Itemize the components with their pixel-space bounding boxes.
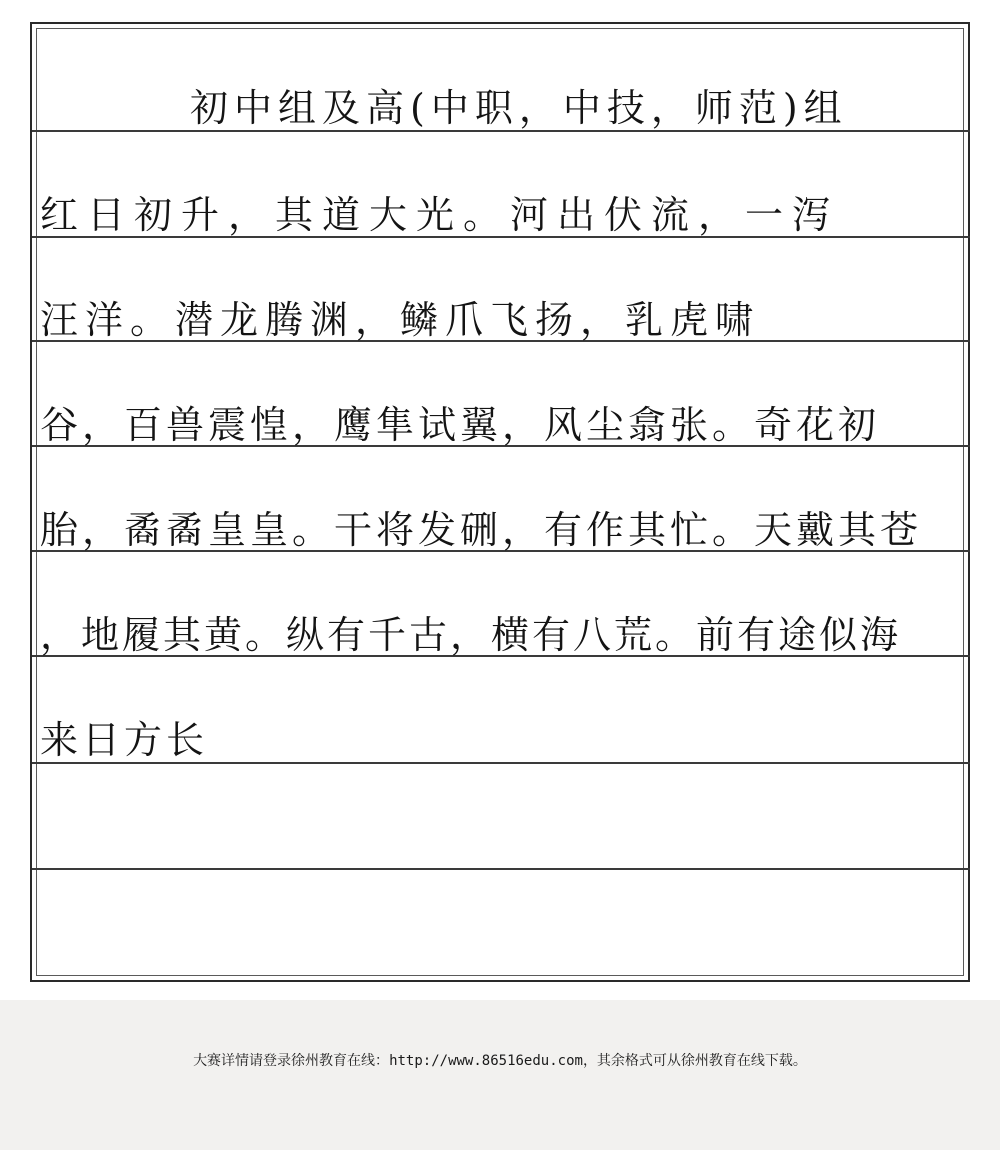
essay-line-4: 胎，矞矞皇皇。干将发硎，有作其忙。天戴其苍: [40, 508, 923, 552]
footer-prefix: 大赛详情请登录徐州教育在线：: [193, 1053, 390, 1069]
essay-line-3: 谷，百兽震惶，鹰隼试翼，风尘翕张。奇花初: [40, 403, 881, 447]
essay-line-2: 汪洋。潜龙腾渊，鳞爪飞扬，乳虎啸: [40, 298, 761, 342]
essay-line-6: 来日方长: [40, 718, 209, 762]
footer-url-link[interactable]: http://www.86516edu.com: [389, 1053, 583, 1069]
essay-line-1: 红日初升，其道大光。河出伏流，一泻: [40, 193, 840, 237]
footer-suffix: ，其余格式可从徐州教育在线下载。: [582, 1053, 807, 1069]
essay-line-5: ，地履其黄。纵有千古，横有八荒。前有途似海: [40, 613, 902, 657]
footer-note: [0, 1050, 1000, 1070]
essay-title: 初中组及高(中职，中技，师范)组: [190, 86, 848, 130]
ruled-line: [32, 868, 970, 870]
